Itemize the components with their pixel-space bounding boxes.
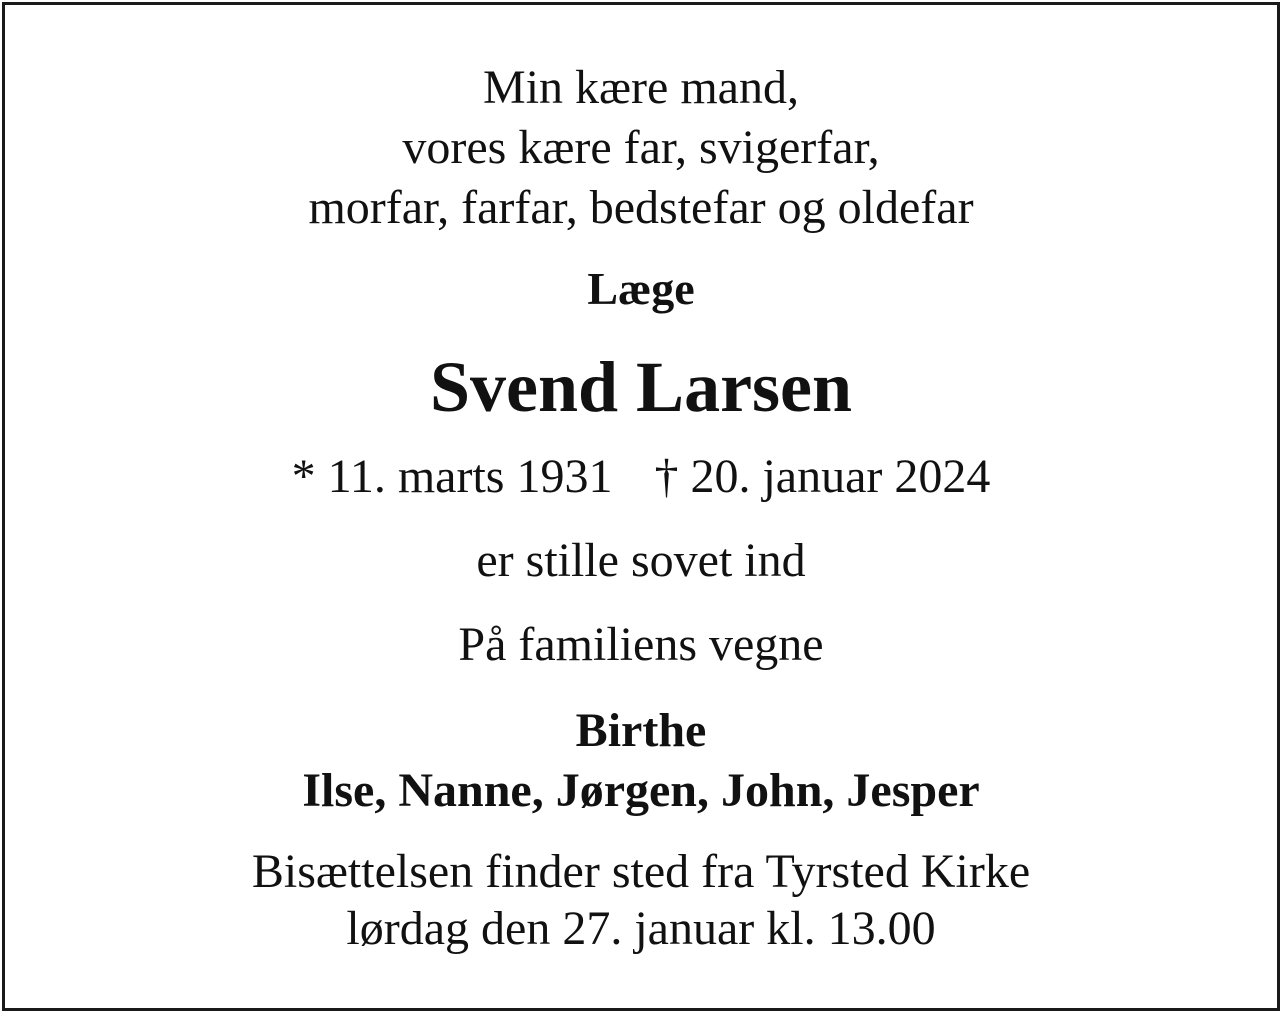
deceased-name: Svend Larsen	[429, 347, 853, 427]
intro-text	[5, 58, 1277, 238]
death-date: † 20. januar 2024	[654, 450, 991, 503]
funeral-line: Bisættelsen finder sted fra Tyrsted Kirke	[251, 845, 1031, 898]
intro-line: vores kære far, svigerfar,	[402, 121, 880, 174]
family-line: Birthe	[575, 704, 707, 757]
family-names	[5, 701, 1277, 821]
obituary-frame	[2, 2, 1280, 1011]
passed-text: er stille sovet ind	[476, 534, 806, 587]
birth-date: * 11. marts 1931	[291, 450, 613, 503]
profession-title: Læge	[587, 263, 695, 314]
family-line: Ilse, Nanne, Jørgen, John, Jesper	[302, 764, 980, 817]
intro-line: Min kære mand,	[483, 61, 799, 114]
intro-line: morfar, farfar, bedstefar og oldefar	[308, 181, 974, 234]
funeral-info	[5, 843, 1277, 957]
obituary-content	[5, 5, 1277, 1008]
funeral-line: lørdag den 27. januar kl. 13.00	[346, 902, 936, 955]
behalf-text: På familiens vegne	[458, 618, 824, 671]
life-dates	[5, 447, 1277, 507]
